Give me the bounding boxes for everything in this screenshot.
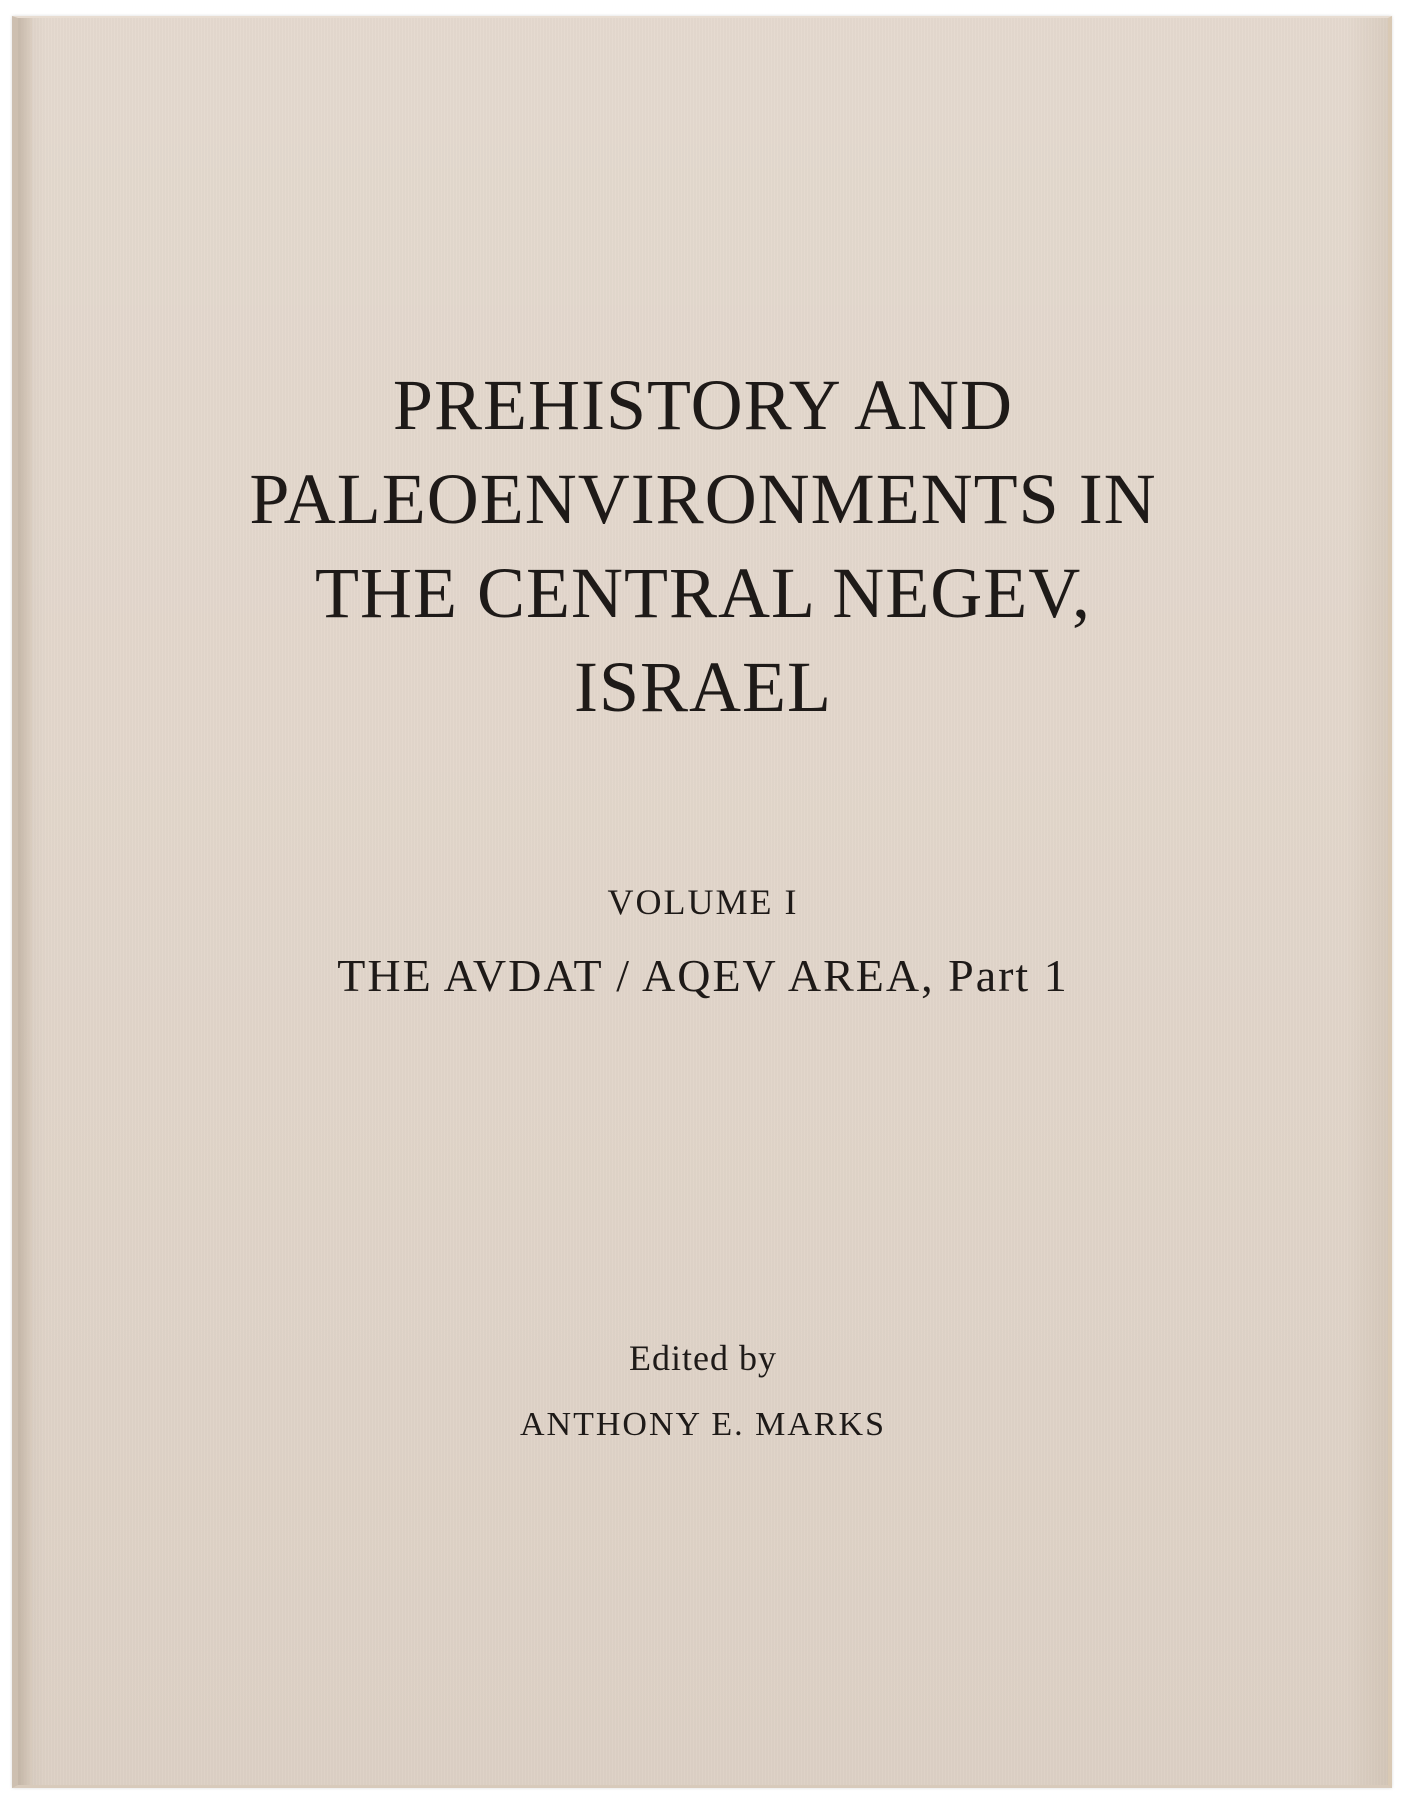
title-line-3: THE CENTRAL NEGEV, <box>315 553 1091 633</box>
title-line-1: PREHISTORY AND <box>392 365 1014 445</box>
book-title <box>18 358 1388 734</box>
editor-name: ANTHONY E. MARKS <box>519 1406 887 1443</box>
subtitle: THE AVDAT / AQEV AREA, Part 1 <box>337 950 1069 1001</box>
book-cover <box>12 16 1392 1788</box>
edited-by-label: Edited by <box>629 1338 777 1378</box>
title-line-4: ISRAEL <box>574 647 832 727</box>
volume-label: VOLUME I <box>607 882 799 922</box>
title-line-2: PALEOENVIRONMENTS IN <box>249 459 1157 539</box>
